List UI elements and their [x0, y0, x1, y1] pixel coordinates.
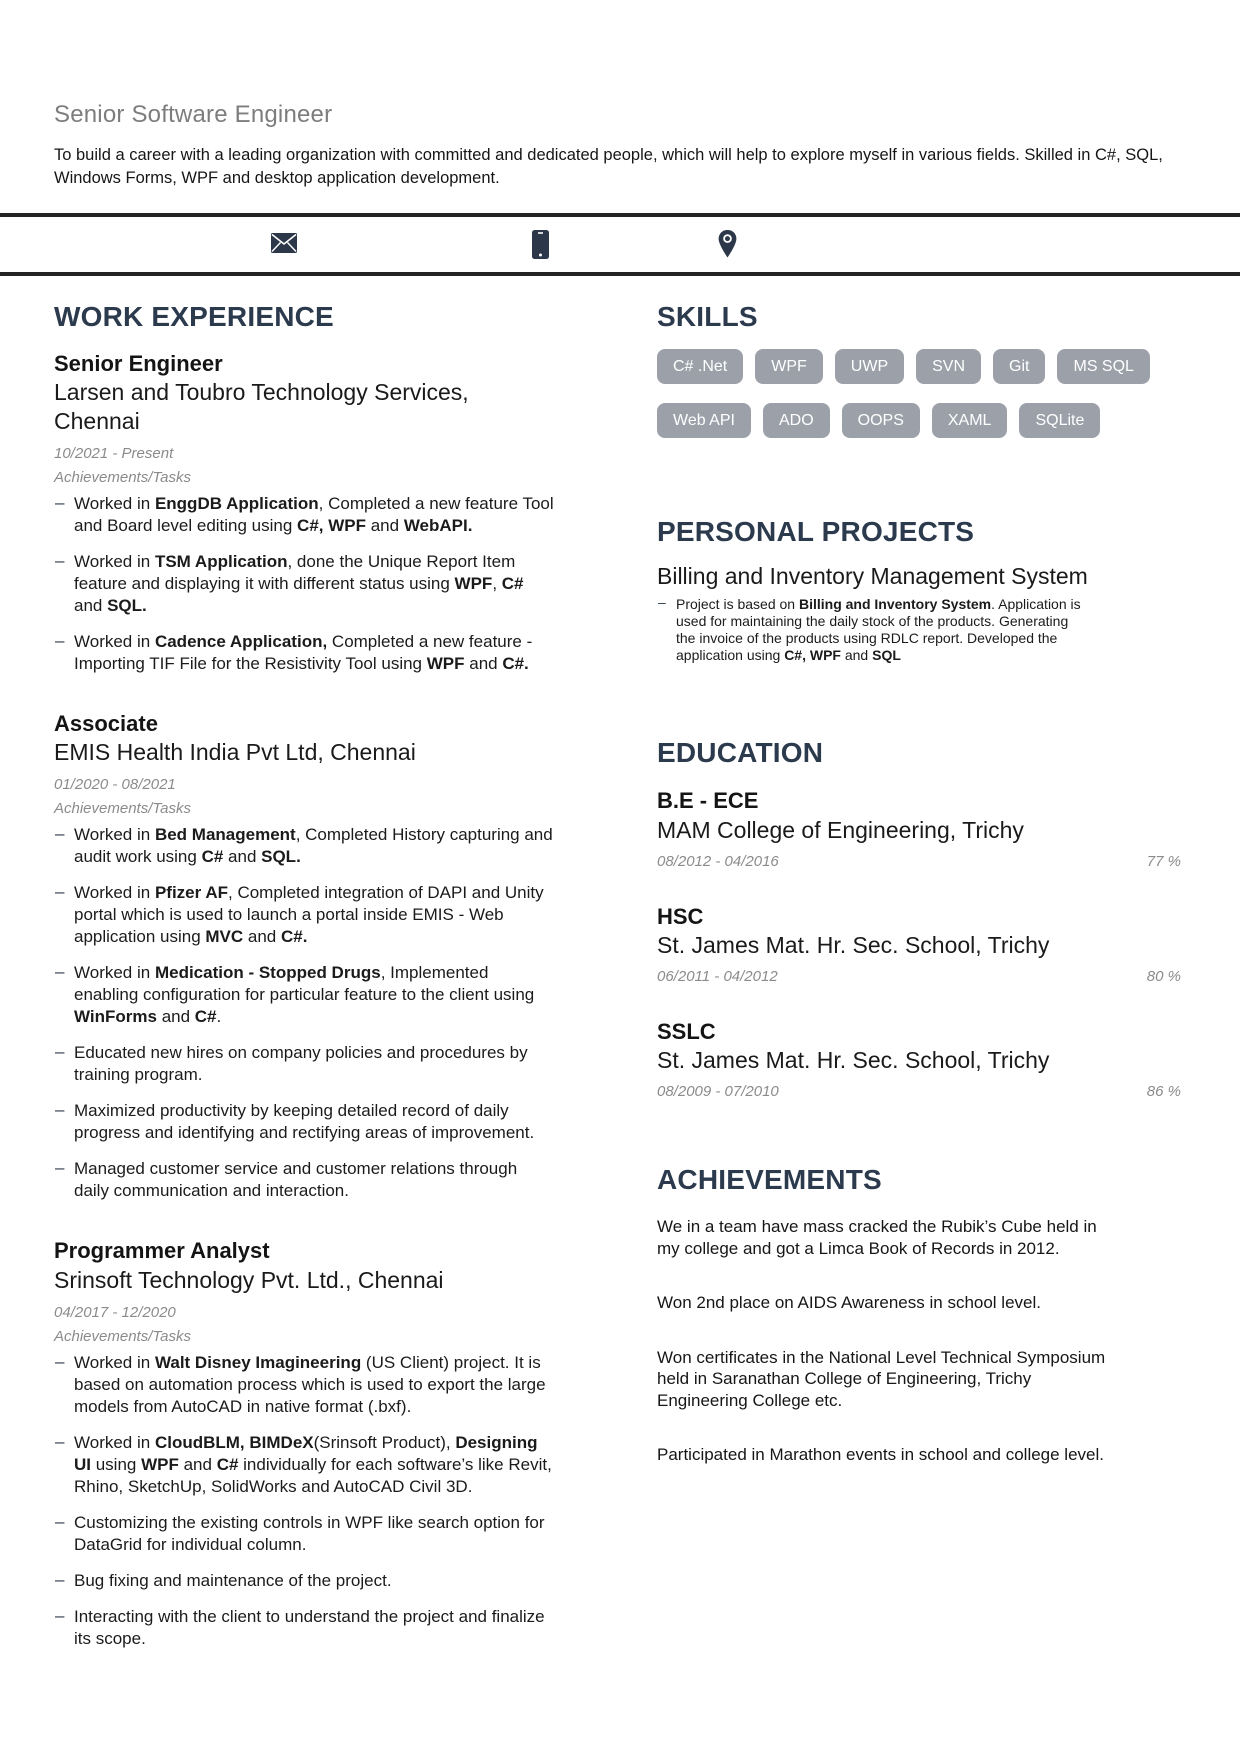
- bullet-item: – Worked in Walt Disney Imagineering (US Client) project. It is based on automation process which is used to export the large models from AutoCAD in native format (.bxf).: [54, 1352, 554, 1418]
- achievements-tasks-label: Achievements/Tasks: [54, 469, 192, 487]
- bullet-item: – Worked in Pfizer AF, Completed integration of DAPI and Unity portal which is used to launch a portal inside EMIS - Web application using MVC and C#.: [54, 882, 554, 948]
- work-experience-section: [54, 302, 554, 1650]
- bullet-item: – Managed customer service and customer relations through daily communication and interaction.: [54, 1158, 554, 1202]
- achievements-heading: ACHIEVEMENTS: [657, 1164, 882, 1196]
- bullet-item: – Worked in Bed Management, Completed History capturing and audit work using C# and SQL.: [54, 824, 554, 868]
- skill-badge: Git: [993, 349, 1045, 384]
- left-column: [54, 276, 554, 1664]
- job-entry: [54, 1238, 554, 1649]
- bullet-item: – Customizing the existing controls in WPF like search option for DataGrid for individual column.: [54, 1512, 554, 1556]
- education-entry: [657, 904, 1181, 985]
- skill-badge: C# .Net: [657, 349, 743, 384]
- project-name: Billing and Inventory Management System: [657, 562, 1088, 589]
- education-school: St. James Mat. Hr. Sec. School, Trichy: [657, 931, 1050, 958]
- personal-projects-heading: PERSONAL PROJECTS: [657, 515, 975, 547]
- job-dates: 10/2021 - Present: [54, 445, 174, 463]
- job-company: Larsen and Toubro Technology Services, Chennai: [54, 379, 469, 435]
- education-section: [657, 738, 1181, 1100]
- bullet-item: – Educated new hires on company policies and procedures by training program.: [54, 1042, 554, 1086]
- education-degree: B.E - ECE: [657, 788, 759, 814]
- bullet-item: – Worked in EnggDB Application, Completed a new feature Tool and Board level editing using C#, WPF and WebAPI.: [54, 493, 554, 537]
- job-entry: [54, 351, 554, 675]
- achievement-paragraph: Won 2nd place on AIDS Awareness in school level.: [657, 1293, 1041, 1313]
- skill-badge: SVN: [916, 349, 981, 384]
- education-score: 80 %: [1146, 967, 1181, 985]
- education-heading: EDUCATION: [657, 737, 824, 769]
- page-title: Senior Software Engineer: [54, 101, 333, 128]
- bullet-item: – Maximized productivity by keeping detailed record of daily progress and identifying and rectifying areas of improvement.: [54, 1100, 554, 1144]
- education-entry: [657, 788, 1181, 869]
- project-bullet-list: [657, 596, 1181, 664]
- achievements-section: [657, 1165, 1181, 1465]
- achievements-tasks-label: Achievements/Tasks: [54, 1327, 192, 1345]
- job-title: Associate: [54, 711, 158, 737]
- skill-badge: WPF: [755, 349, 823, 384]
- personal-projects-section: [657, 517, 1181, 665]
- education-dates: 06/2011 - 04/2012: [657, 967, 778, 985]
- right-column: [657, 276, 1181, 1466]
- project-bullet: – Project is based on Billing and Inventory System. Application is used for maintaining the daily stock of the products. Generating the invoice of the products using RDLC report. Developed the application using C#, WPF and SQL: [657, 596, 1089, 664]
- job-title: Programmer Analyst: [54, 1238, 270, 1264]
- summary-text: To build a career with a leading organization with committed and dedicated people, which will help to explore myself in various fields. Skilled in C#, SQL, Windows Forms, WPF and desktop application development.: [54, 145, 1163, 187]
- education-dates: 08/2012 - 04/2016: [657, 852, 779, 870]
- achievement-paragraph: Won certificates in the National Level Technical Symposium held in Saranathan College of Engineering, Trichy Engineering College etc.: [657, 1347, 1106, 1410]
- skill-badge: Web API: [657, 403, 751, 438]
- work-experience-heading: WORK EXPERIENCE: [54, 300, 334, 332]
- achievement-paragraph: We in a team have mass cracked the Rubik’s Cube held in my college and got a Limca Book of Records in 2012.: [657, 1217, 1097, 1258]
- skill-badge: MS SQL: [1057, 349, 1149, 384]
- skill-badge: XAML: [932, 403, 1008, 438]
- job-dates: 04/2017 - 12/2020: [54, 1303, 176, 1321]
- resume-header: [0, 0, 1240, 190]
- bullet-item: – Worked in TSM Application, done the Unique Report Item feature and displaying it with different status using WPF, C# and SQL.: [54, 551, 554, 617]
- job-company: EMIS Health India Pvt Ltd, Chennai: [54, 739, 416, 766]
- education-school: MAM College of Engineering, Trichy: [657, 816, 1024, 843]
- job-company: Srinsoft Technology Pvt. Ltd., Chennai: [54, 1266, 444, 1293]
- education-degree: SSLC: [657, 1018, 716, 1044]
- bullet-item: – Worked in Cadence Application, Completed a new feature - Importing TIF File for the Resistivity Tool using WPF and C#.: [54, 631, 554, 675]
- education-degree: HSC: [657, 903, 704, 929]
- job-bullet-list: [54, 493, 554, 675]
- achievements-tasks-label: Achievements/Tasks: [54, 800, 192, 818]
- mail-icon: [271, 233, 297, 253]
- job-bullet-list: [54, 824, 554, 1202]
- bullet-item: – Worked in CloudBLM, BIMDeX(Srinsoft Product), Designing UI using WPF and C# individually for each software’s like Revit, Rhino, SketchUp, SolidWorks and AutoCAD Civil 3D.: [54, 1432, 554, 1498]
- contact-bar: [0, 217, 1240, 272]
- education-score: 86 %: [1146, 1083, 1181, 1101]
- location-icon: [718, 230, 737, 258]
- skill-badge-list: [657, 349, 1179, 438]
- job-dates: 01/2020 - 08/2021: [54, 776, 176, 794]
- education-school: St. James Mat. Hr. Sec. School, Trichy: [657, 1047, 1050, 1074]
- bullet-item: – Worked in Medication - Stopped Drugs, Implemented enabling configuration for particular feature to the client using WinForms and C#.: [54, 962, 554, 1028]
- education-entry: [657, 1019, 1181, 1100]
- skill-badge: SQLite: [1019, 403, 1100, 438]
- resume-body: [0, 276, 1240, 1664]
- achievement-paragraph: Participated in Marathon events in school and college level.: [657, 1445, 1104, 1465]
- skill-badge: UWP: [835, 349, 904, 384]
- education-score: 77 %: [1146, 852, 1181, 870]
- bullet-item: – Interacting with the client to understand the project and finalize its scope.: [54, 1606, 554, 1650]
- phone-icon: [532, 230, 549, 259]
- bullet-item: – Bug fixing and maintenance of the project.: [54, 1570, 554, 1592]
- skill-badge: ADO: [763, 403, 830, 438]
- education-dates: 08/2009 - 07/2010: [657, 1083, 779, 1101]
- job-entry: [54, 711, 554, 1202]
- skill-badge: OOPS: [842, 403, 920, 438]
- skills-section: [657, 302, 1181, 438]
- skills-heading: SKILLS: [657, 300, 758, 332]
- job-title: Senior Engineer: [54, 350, 223, 376]
- job-bullet-list: [54, 1352, 554, 1650]
